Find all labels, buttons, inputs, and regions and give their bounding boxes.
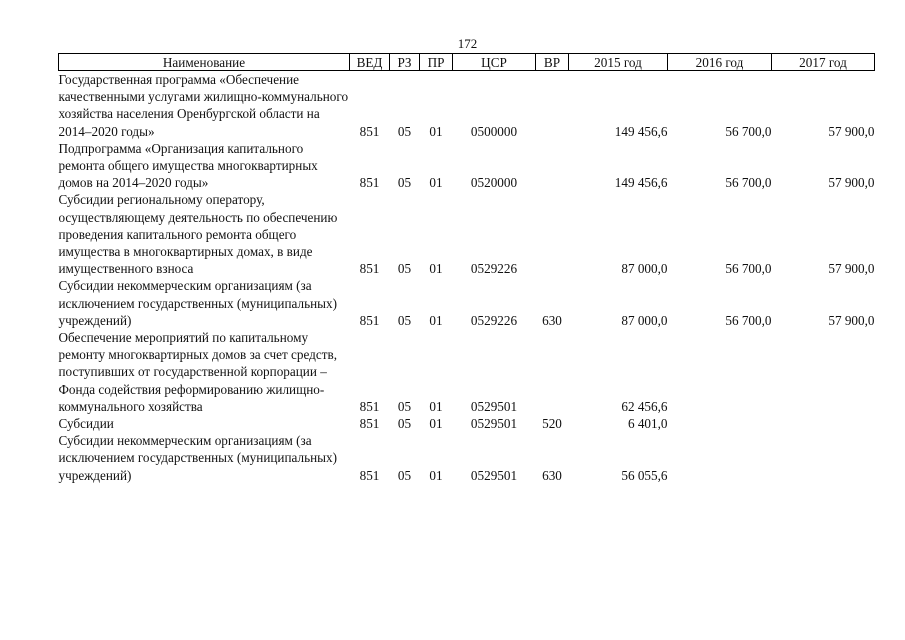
table-row xyxy=(59,191,875,277)
row-rz: 05 xyxy=(397,123,412,139)
header-2017: 2017 год xyxy=(772,54,875,71)
row-2017: 57 900,0 xyxy=(828,123,875,139)
row-name: Субсидии xyxy=(58,416,114,432)
header-rz: РЗ xyxy=(390,54,420,71)
row-vr: 630 xyxy=(542,312,562,328)
budget-table xyxy=(58,53,875,484)
row-vr xyxy=(536,140,569,192)
row-rz: 05 xyxy=(397,261,412,277)
header-2016: 2016 год xyxy=(668,54,772,71)
row-csr: 0529226 xyxy=(470,261,518,277)
row-pr: 01 xyxy=(429,123,443,139)
header-vr: ВР xyxy=(536,54,569,71)
row-name: Субсидии некоммерческим организациям (за исключением государственных (муниципальных) учреждений) xyxy=(58,278,338,328)
row-pr: 01 xyxy=(429,398,443,414)
row-2016: 56 700,0 xyxy=(725,312,772,328)
header-ved: ВЕД xyxy=(350,54,390,71)
row-2017 xyxy=(772,415,875,432)
row-2015: 87 000,0 xyxy=(621,312,668,328)
table-header-row xyxy=(59,54,875,71)
row-vr: 630 xyxy=(542,467,562,483)
header-2015: 2015 год xyxy=(569,54,668,71)
row-vr: 520 xyxy=(542,416,562,432)
row-ved: 851 xyxy=(359,312,380,328)
row-ved: 851 xyxy=(359,416,380,432)
table-row xyxy=(59,329,875,415)
row-csr: 0529501 xyxy=(470,398,518,414)
row-2016 xyxy=(668,415,772,432)
row-pr: 01 xyxy=(429,175,443,191)
row-2015: 62 456,6 xyxy=(621,398,668,414)
row-2015: 87 000,0 xyxy=(621,261,668,277)
row-vr xyxy=(536,191,569,277)
row-rz: 05 xyxy=(397,416,412,432)
row-ved: 851 xyxy=(359,175,380,191)
row-pr: 01 xyxy=(429,312,443,328)
row-pr: 01 xyxy=(429,467,443,483)
row-rz: 05 xyxy=(397,467,412,483)
table-row xyxy=(59,71,875,140)
row-csr: 0529226 xyxy=(470,312,518,328)
row-2016 xyxy=(668,432,772,484)
row-name: Субсидии некоммерческим организациям (за исключением государственных (муниципальных) учреждений) xyxy=(58,433,338,483)
header-name: Наименование xyxy=(59,54,350,71)
page-number: 172 xyxy=(457,36,478,51)
row-vr xyxy=(536,329,569,415)
table-row xyxy=(59,432,875,484)
row-vr xyxy=(536,71,569,140)
table-row xyxy=(59,277,875,329)
row-rz: 05 xyxy=(397,312,412,328)
row-csr: 0529501 xyxy=(470,467,518,483)
table-row xyxy=(59,140,875,192)
row-2015: 56 055,6 xyxy=(621,467,668,483)
row-ved: 851 xyxy=(359,261,380,277)
row-2016: 56 700,0 xyxy=(725,175,772,191)
header-csr: ЦСР xyxy=(453,54,536,71)
row-ved: 851 xyxy=(359,467,380,483)
row-ved: 851 xyxy=(359,123,380,139)
row-2015: 6 401,0 xyxy=(627,416,668,432)
row-csr: 0529501 xyxy=(470,416,518,432)
row-rz: 05 xyxy=(397,398,412,414)
row-2016: 56 700,0 xyxy=(725,123,772,139)
row-pr: 01 xyxy=(429,416,443,432)
row-name: Обеспечение мероприятий по капитальному ремонту многоквартирных домов за счет средств, поступивших от государственной корпорации – Фонда содействия реформированию жилищно-коммунального хозяйства xyxy=(58,330,338,414)
row-name: Государственная программа «Обеспечение качественными услугами жилищно-коммунального хозяйства населения Оренбургской области на 2014–2020 годы» xyxy=(58,72,349,139)
row-pr: 01 xyxy=(429,261,443,277)
row-ved: 851 xyxy=(359,398,380,414)
table-row xyxy=(59,415,875,432)
row-name: Субсидии региональному оператору, осуществляющему деятельность по обеспечению проведения капитального ремонта общего имущества в многоквартирных домах, в виде имущественного взноса xyxy=(58,192,338,277)
row-2017: 57 900,0 xyxy=(828,312,875,328)
row-2017: 57 900,0 xyxy=(828,261,875,277)
header-pr: ПР xyxy=(420,54,453,71)
row-2016: 56 700,0 xyxy=(725,261,772,277)
row-2015: 149 456,6 xyxy=(614,175,668,191)
row-2017 xyxy=(772,432,875,484)
row-rz: 05 xyxy=(397,175,412,191)
row-2017: 57 900,0 xyxy=(828,175,875,191)
row-csr: 0520000 xyxy=(470,175,518,191)
row-2017 xyxy=(772,329,875,415)
row-2015: 149 456,6 xyxy=(614,123,668,139)
row-2016 xyxy=(668,329,772,415)
row-csr: 0500000 xyxy=(470,123,518,139)
row-name: Подпрограмма «Организация капитального ремонта общего имущества многоквартирных домов на 2014–2020 годы» xyxy=(58,140,318,191)
